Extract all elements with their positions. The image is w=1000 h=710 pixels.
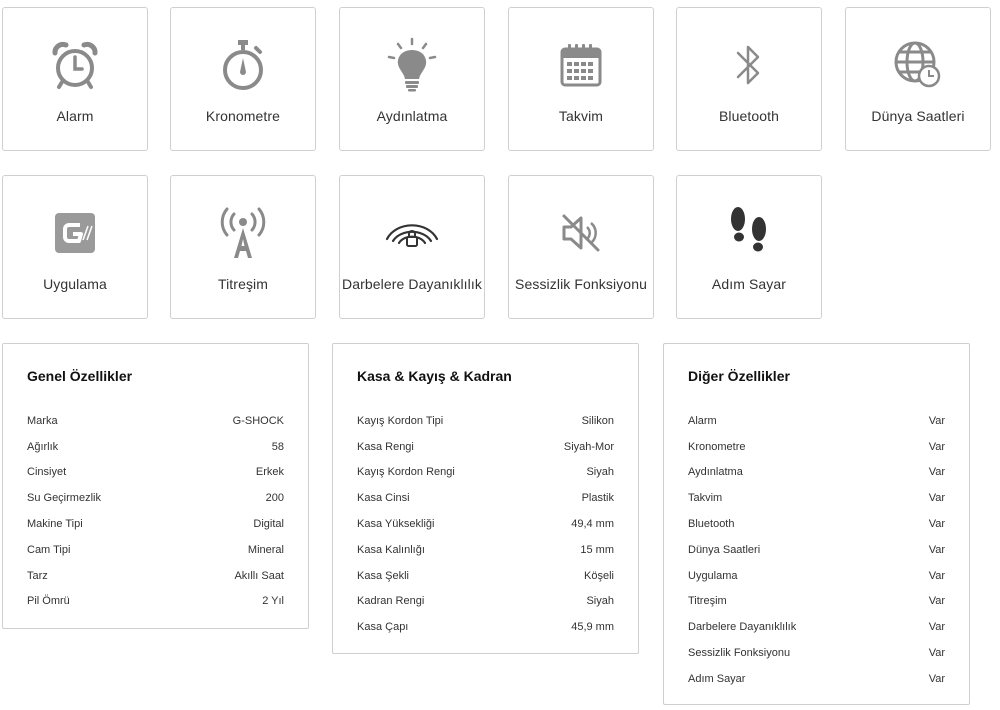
feature-label: Adım Sayar [711,276,787,292]
spec-value: Siyah [586,595,614,608]
feature-tile-calendar [508,7,654,151]
spec-key: Bluetooth [688,518,735,531]
spec-key: Pil Ömrü [27,595,70,608]
feature-tile-world-time [845,7,991,151]
bluetooth-icon [677,36,821,94]
spec-key: Cam Tipi [27,543,71,556]
spec-value: 45,9 mm [571,621,614,634]
spec-value: 200 [265,492,284,505]
spec-key: Alarm [688,414,717,427]
spec-key: Kayış Kordon Tipi [357,414,444,427]
feature-tile-stopwatch [170,7,316,151]
spec-value: Digital [253,518,284,531]
spec-value: Var [928,621,945,634]
spec-row [357,537,614,563]
feature-label: Alarm [56,108,94,124]
spec-card-case-strap-dial [332,343,639,654]
spec-row [688,434,945,460]
feature-label: Aydınlatma [376,108,448,124]
spec-value: Erkek [255,466,284,479]
spec-row [27,434,284,460]
spec-row [688,563,945,589]
spec-card-general [2,343,309,629]
mute-icon [509,204,653,262]
spec-card-other [663,343,970,705]
feature-tile-app [2,175,148,319]
spec-value: 15 mm [580,543,614,556]
spec-key: Adım Sayar [688,672,746,685]
feature-label: Sessizlik Fonksiyonu [515,276,647,292]
feature-label: Kronometre [205,108,281,124]
spec-value: Var [928,647,945,660]
vibration-icon [171,204,315,262]
spec-value: 58 [271,440,284,453]
spec-value: Akıllı Saat [234,569,284,582]
shock-resist-icon [340,204,484,262]
spec-row [688,666,945,692]
spec-key: Makine Tipi [27,518,83,531]
spec-row [357,408,614,434]
spec-row [27,589,284,615]
spec-key: Cinsiyet [27,466,67,479]
spec-key: Takvim [688,492,723,505]
calendar-icon [509,36,653,94]
feature-tile-light [339,7,485,151]
spec-row [27,537,284,563]
spec-row [357,485,614,511]
world-time-icon [846,36,990,94]
spec-key: Kasa Yüksekliği [357,518,435,531]
spec-value: Siyah [586,466,614,479]
light-bulb-icon [340,36,484,94]
feature-label: Takvim [558,108,604,124]
spec-key: Kasa Rengi [357,440,414,453]
spec-row [27,563,284,589]
spec-value: G-SHOCK [232,414,284,427]
spec-row [357,511,614,537]
spec-key: Kasa Cinsi [357,492,410,505]
feature-tile-alarm [2,7,148,151]
spec-row [688,537,945,563]
card-title: Diğer Özellikler [688,368,790,384]
spec-key: Kayış Kordon Rengi [357,466,455,479]
card-title: Genel Özellikler [27,368,133,384]
spec-value: Köşeli [584,569,614,582]
spec-value: Siyah-Mor [563,440,614,453]
feature-tile-shock-resist [339,175,485,319]
spec-row [688,485,945,511]
spec-row [688,408,945,434]
spec-value: Plastik [581,492,614,505]
spec-value: Var [928,414,945,427]
spec-key: Uygulama [688,569,738,582]
spec-key: Kadran Rengi [357,595,425,608]
spec-key: Dünya Saatleri [688,543,761,556]
feature-label: Dünya Saatleri [871,108,965,124]
spec-key: Titreşim [688,595,727,608]
spec-value: Var [928,543,945,556]
feature-label: Titreşim [217,276,269,292]
alarm-clock-icon [3,36,147,94]
spec-row [688,511,945,537]
spec-value: Silikon [581,414,614,427]
spec-list [357,408,614,640]
spec-value: Var [928,518,945,531]
feature-tile-vibration [170,175,316,319]
spec-row [27,408,284,434]
spec-value: Var [928,440,945,453]
spec-row [357,563,614,589]
spec-value: Mineral [247,543,284,556]
spec-value: 2 Yıl [262,595,284,608]
spec-key: Aydınlatma [688,466,743,479]
spec-row [357,589,614,615]
spec-row [357,614,614,640]
spec-key: Tarz [27,569,48,582]
spec-row [688,589,945,615]
feature-tile-mute [508,175,654,319]
spec-row [688,640,945,666]
footprints-icon [677,204,821,262]
spec-row [27,485,284,511]
feature-tile-bluetooth [676,7,822,151]
spec-row [357,434,614,460]
spec-key: Kasa Şekli [357,569,409,582]
spec-value: Var [928,672,945,685]
spec-value: 49,4 mm [571,518,614,531]
feature-label: Uygulama [43,276,107,292]
spec-list [688,408,945,692]
spec-key: Sessizlik Fonksiyonu [688,647,791,660]
spec-key: Su Geçirmezlik [27,492,101,505]
spec-key: Kronometre [688,440,746,453]
spec-value: Var [928,569,945,582]
spec-value: Var [928,492,945,505]
stopwatch-icon [171,36,315,94]
feature-label: Bluetooth [718,108,780,124]
spec-key: Kasa Çapı [357,621,409,634]
spec-key: Darbelere Dayanıklılık [688,621,797,634]
spec-list [27,408,284,614]
spec-row [688,460,945,486]
spec-value: Var [928,595,945,608]
spec-value: Var [928,466,945,479]
app-icon [3,204,147,262]
spec-key: Marka [27,414,58,427]
card-title: Kasa & Kayış & Kadran [357,368,512,384]
spec-row [688,614,945,640]
feature-label: Darbelere Dayanıklılık [342,276,482,292]
spec-key: Kasa Kalınlığı [357,543,425,556]
feature-tile-steps [676,175,822,319]
spec-key: Ağırlık [27,440,59,453]
spec-row [357,460,614,486]
spec-row [27,460,284,486]
spec-row [27,511,284,537]
